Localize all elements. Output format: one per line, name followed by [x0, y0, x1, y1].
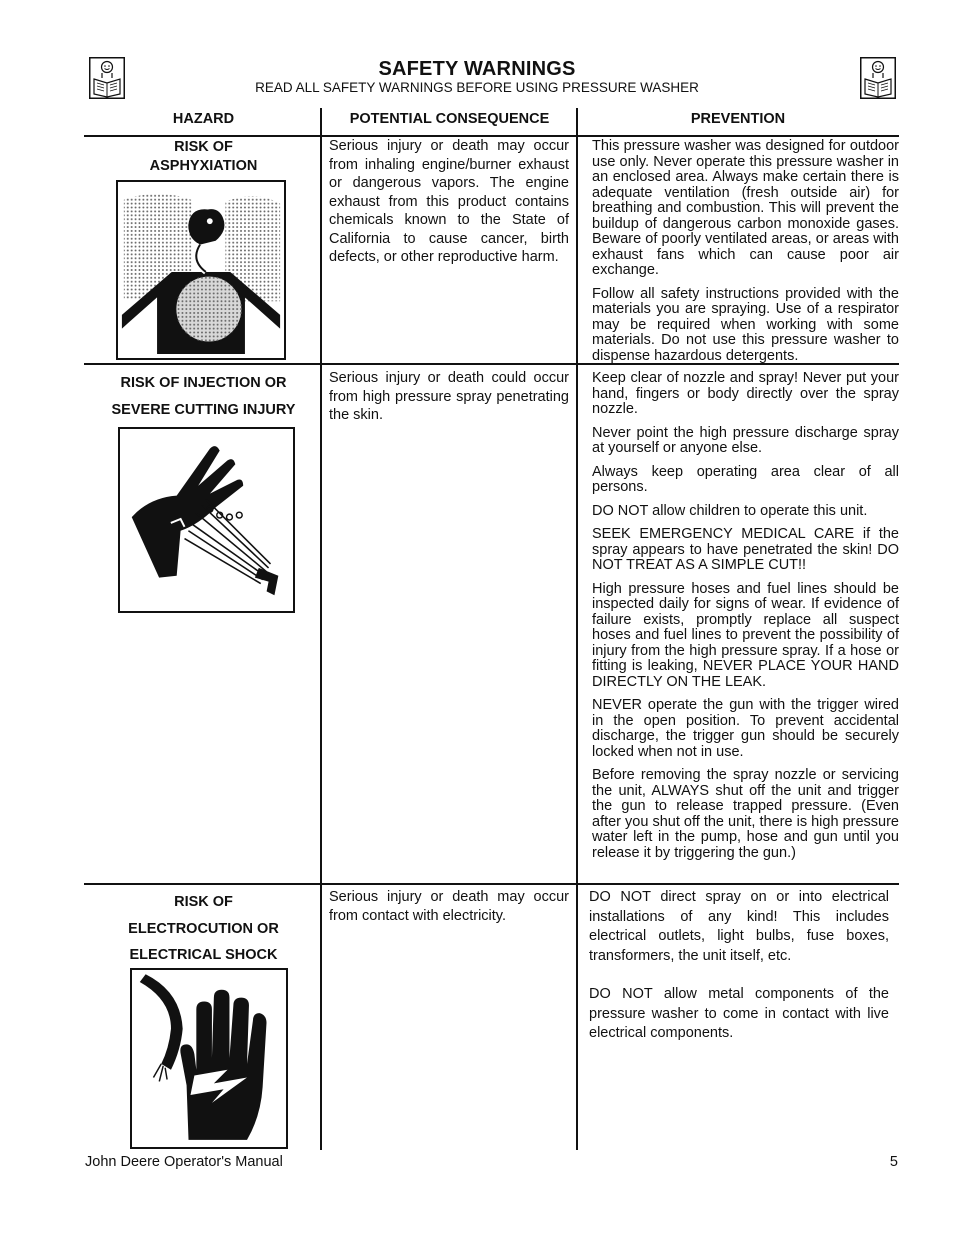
consequence-text-injection: Serious injury or death could occur from high pressure spray penetrating the skin. — [329, 370, 569, 423]
prevention-item: Never point the high pressure discharge spray at yourself or anyone else. — [592, 424, 899, 456]
hazard-title-asphyxiation: RISK OF ASPHYXIATION — [149, 139, 258, 174]
prevention-item: High pressure hoses and fuel lines should be inspected daily for signs of wear. If evidence of failure exists, promptly replace all suspect hoses and fuel lines to prevent the possibility of injury from the high pressure spray. If a hose or fitting is leaking, NEVER PLACE YOUR HAND DIRECTLY ON THE LEAK. — [592, 580, 899, 690]
column-divider — [576, 108, 578, 1150]
hazard-title-injection: RISK OF INJECTION OR SEVERE CUTTING INJURY — [111, 375, 296, 418]
column-header-prevention: PREVENTION — [690, 111, 786, 127]
prevention-list-asphyxiation — [592, 139, 899, 372]
prevention-item: Keep clear of nozzle and spray! Never put your hand, fingers or body directly over the spray nozzle. — [592, 370, 899, 417]
prevention-item: This pressure washer was designed for outdoor use only. Never operate this pressure washer in an enclosed area. Always make certain there is adequate ventilation (fresh outside air) for breathing and combustion. This will prevent the buildup of dangerous carbon monoxide gases. Beware of poorly ventilated areas, or areas with exhaust fans which can cause poor air exchange. — [592, 138, 899, 278]
prevention-item: DO NOT allow children to operate this unit. — [592, 502, 868, 519]
consequence-text-asphyxiation: Serious injury or death may occur from inhaling engine/burner exhaust or dangerous vapors. The engine exhaust from this product contains chemicals known to the State of California to cause cancer, birth defects, or other reproductive harm. — [329, 138, 569, 265]
prevention-item: Follow all safety instructions provided with the materials you are spraying. Use of a respirator may be required when working with some materials. Do not use this pressure washer to dispense hazardous detergents. — [592, 285, 899, 364]
prevention-item: SEEK EMERGENCY MEDICAL CARE if the spray appears to have penetrated the skin! DO NOT TREAT AS A SIMPLE CUT!! — [592, 526, 899, 573]
table-divider — [84, 883, 899, 885]
footer-manual-title: John Deere Operator's Manual — [85, 1154, 283, 1170]
column-header-hazard: HAZARD — [172, 111, 235, 127]
prevention-item: Before removing the spray nozzle or servicing the unit, ALWAYS shut off the unit and trigger the gun to release trapped pressure. (Even after you shut off the unit, there is high pressure water left in the pump, hose and gun until you release it by triggering the gun.) — [592, 767, 899, 861]
prevention-list-electrocution — [589, 888, 889, 1063]
page-number: 5 — [889, 1154, 898, 1170]
prevention-item: DO NOT allow metal components of the pressure washer to come in contact with live electrical components. — [589, 986, 889, 1041]
page-title: SAFETY WARNINGS — [378, 58, 576, 80]
consequence-text-electrocution: Serious injury or death may occur from contact with electricity. — [329, 889, 569, 924]
column-header-consequence: POTENTIAL CONSEQUENCE — [349, 111, 550, 127]
electrocution-hazard-icon — [130, 968, 288, 1149]
asphyxiation-hazard-icon — [116, 180, 286, 360]
injection-hazard-icon — [118, 427, 295, 613]
prevention-item: Always keep operating area clear of all persons. — [592, 463, 899, 495]
prevention-item: NEVER operate the gun with the trigger wired in the open position. To prevent accidental discharge, the trigger gun should be securely locked when not in use. — [592, 697, 899, 760]
hazard-title-electrocution: RISK OF ELECTROCUTION OR ELECTRICAL SHOCK — [128, 894, 279, 963]
page-subtitle: READ ALL SAFETY WARNINGS BEFORE USING PRESSURE WASHER — [255, 80, 699, 95]
prevention-item: DO NOT direct spray on or into electrical installations of any kind! This includes electrical outlets, light bulbs, fuse boxes, transformers, the unit itself, etc. — [589, 889, 889, 964]
prevention-list-injection — [592, 371, 899, 869]
column-divider — [320, 108, 322, 1150]
